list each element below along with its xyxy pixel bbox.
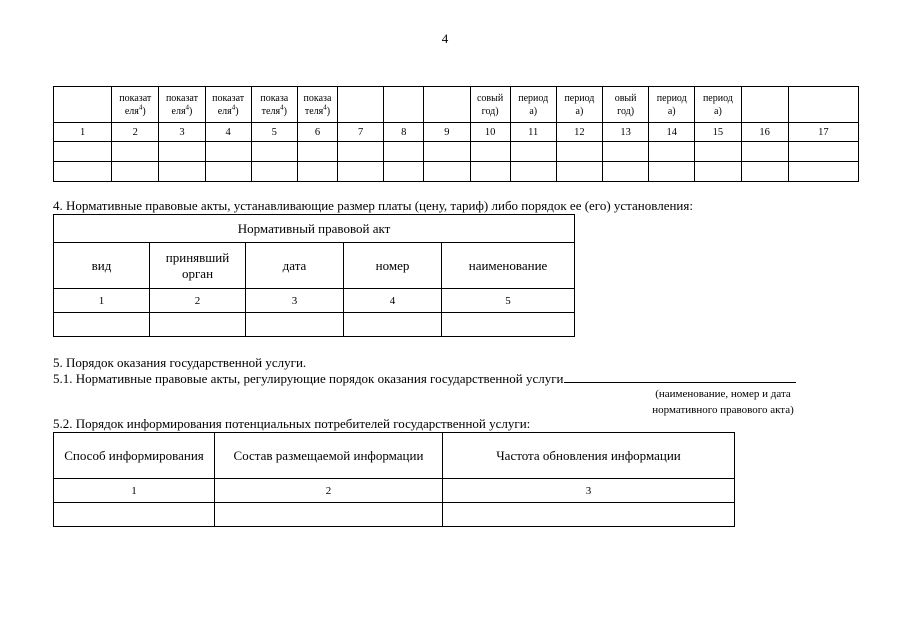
blank-cell[interactable] xyxy=(424,162,470,182)
blank-cell[interactable] xyxy=(424,142,470,162)
blank-cell[interactable] xyxy=(297,142,337,162)
section4-heading: 4. Нормативные правовые акты, устанавливающие размер платы (цену, тариф) либо порядок ее (его) установления: xyxy=(53,198,693,213)
col-number: 4 xyxy=(205,123,251,142)
indicator-number-row xyxy=(54,123,859,142)
fill-in-line[interactable] xyxy=(564,371,796,383)
header-cell xyxy=(54,87,112,123)
header-cell xyxy=(788,87,858,123)
header-cell: период а) xyxy=(695,87,741,123)
col-number: 2 xyxy=(112,123,159,142)
column-header-method: Способ информирования xyxy=(54,433,215,479)
blank-cell[interactable] xyxy=(246,313,344,337)
section5-heading: 5. Порядок оказания государственной услуги. xyxy=(53,355,307,370)
col-number: 3 xyxy=(443,479,735,503)
blank-cell[interactable] xyxy=(741,142,788,162)
header-cell xyxy=(384,87,424,123)
caption-line-1: (наименование, номер и дата xyxy=(655,388,791,400)
section5-1-text: 5.1. Нормативные правовые акты, регулирующие порядок оказания государственной услуги xyxy=(53,371,564,386)
header-cell xyxy=(424,87,470,123)
col-number: 6 xyxy=(297,123,337,142)
blank-cell[interactable] xyxy=(205,142,251,162)
column-header-content: Состав размещаемой информации xyxy=(215,433,443,479)
column-header-type: вид xyxy=(54,243,150,289)
blank-cell[interactable] xyxy=(788,162,858,182)
table-title: Нормативный правовой акт xyxy=(54,215,575,243)
indicator-header-row xyxy=(54,87,859,123)
col-number: 12 xyxy=(556,123,602,142)
col-number: 8 xyxy=(384,123,424,142)
header-cell: совый год) xyxy=(470,87,510,123)
blank-cell[interactable] xyxy=(112,142,159,162)
blank-cell[interactable] xyxy=(215,503,443,527)
page-number: 4 xyxy=(441,31,449,46)
blank-cell[interactable] xyxy=(556,142,602,162)
col-number: 13 xyxy=(603,123,649,142)
col-number: 17 xyxy=(788,123,858,142)
blank-cell[interactable] xyxy=(150,313,246,337)
blank-cell[interactable] xyxy=(443,503,735,527)
blank-cell[interactable] xyxy=(159,142,205,162)
col-number: 14 xyxy=(649,123,695,142)
blank-cell[interactable] xyxy=(788,142,858,162)
indicator-blank-row xyxy=(54,162,859,182)
col-number: 4 xyxy=(344,289,442,313)
col-number: 3 xyxy=(159,123,205,142)
col-number: 15 xyxy=(695,123,741,142)
col-number: 2 xyxy=(215,479,443,503)
blank-cell[interactable] xyxy=(741,162,788,182)
header-cell: показат еля$^4$) xyxy=(205,87,251,123)
column-header-number: номер xyxy=(344,243,442,289)
col-number: 7 xyxy=(338,123,384,142)
indicator-table xyxy=(53,86,859,182)
blank-cell[interactable] xyxy=(205,162,251,182)
blank-cell[interactable] xyxy=(54,162,112,182)
blank-cell[interactable] xyxy=(470,142,510,162)
blank-cell[interactable] xyxy=(384,162,424,182)
blank-cell[interactable] xyxy=(510,142,556,162)
blank-cell[interactable] xyxy=(54,142,112,162)
header-cell: показа теля$^4$) xyxy=(251,87,297,123)
blank-cell[interactable] xyxy=(344,313,442,337)
header-cell xyxy=(338,87,384,123)
section5-2-heading: 5.2. Порядок информирования потенциальных потребителей государственной услуги: xyxy=(53,416,531,431)
blank-cell[interactable] xyxy=(695,162,741,182)
blank-cell[interactable] xyxy=(338,142,384,162)
blank-cell[interactable] xyxy=(470,162,510,182)
blank-cell[interactable] xyxy=(54,313,150,337)
blank-cell[interactable] xyxy=(442,313,575,337)
normative-act-table xyxy=(53,214,575,337)
col-number: 1 xyxy=(54,123,112,142)
column-header-title: наименование xyxy=(442,243,575,289)
header-cell: период а) xyxy=(649,87,695,123)
blank-cell[interactable] xyxy=(649,142,695,162)
col-number: 3 xyxy=(246,289,344,313)
header-cell: период а) xyxy=(510,87,556,123)
blank-cell[interactable] xyxy=(556,162,602,182)
section5-1-line xyxy=(53,371,796,387)
col-number: 10 xyxy=(470,123,510,142)
col-number: 5 xyxy=(442,289,575,313)
col-number: 9 xyxy=(424,123,470,142)
indicator-blank-row xyxy=(54,142,859,162)
col-number: 11 xyxy=(510,123,556,142)
column-header-date: дата xyxy=(246,243,344,289)
blank-cell[interactable] xyxy=(384,142,424,162)
blank-cell[interactable] xyxy=(159,162,205,182)
blank-cell[interactable] xyxy=(695,142,741,162)
blank-cell[interactable] xyxy=(510,162,556,182)
header-cell: показат еля$^4$) xyxy=(159,87,205,123)
line-caption xyxy=(622,386,824,418)
blank-cell[interactable] xyxy=(54,503,215,527)
blank-cell[interactable] xyxy=(649,162,695,182)
header-cell: период а) xyxy=(556,87,602,123)
column-header-frequency: Частота обновления информации xyxy=(443,433,735,479)
blank-cell[interactable] xyxy=(338,162,384,182)
caption-line-2: нормативного правового акта) xyxy=(652,404,794,416)
column-header-authority: принявший орган xyxy=(150,243,246,289)
blank-cell[interactable] xyxy=(251,162,297,182)
information-table xyxy=(53,432,735,527)
blank-cell[interactable] xyxy=(112,162,159,182)
col-number: 2 xyxy=(150,289,246,313)
header-cell: овый год) xyxy=(603,87,649,123)
blank-cell[interactable] xyxy=(297,162,337,182)
blank-cell[interactable] xyxy=(603,142,649,162)
header-cell: показа теля$^4$) xyxy=(297,87,337,123)
col-number: 16 xyxy=(741,123,788,142)
col-number: 5 xyxy=(251,123,297,142)
col-number: 1 xyxy=(54,289,150,313)
blank-cell[interactable] xyxy=(603,162,649,182)
blank-cell[interactable] xyxy=(251,142,297,162)
header-cell: показат еля$^4$) xyxy=(112,87,159,123)
header-cell xyxy=(741,87,788,123)
col-number: 1 xyxy=(54,479,215,503)
